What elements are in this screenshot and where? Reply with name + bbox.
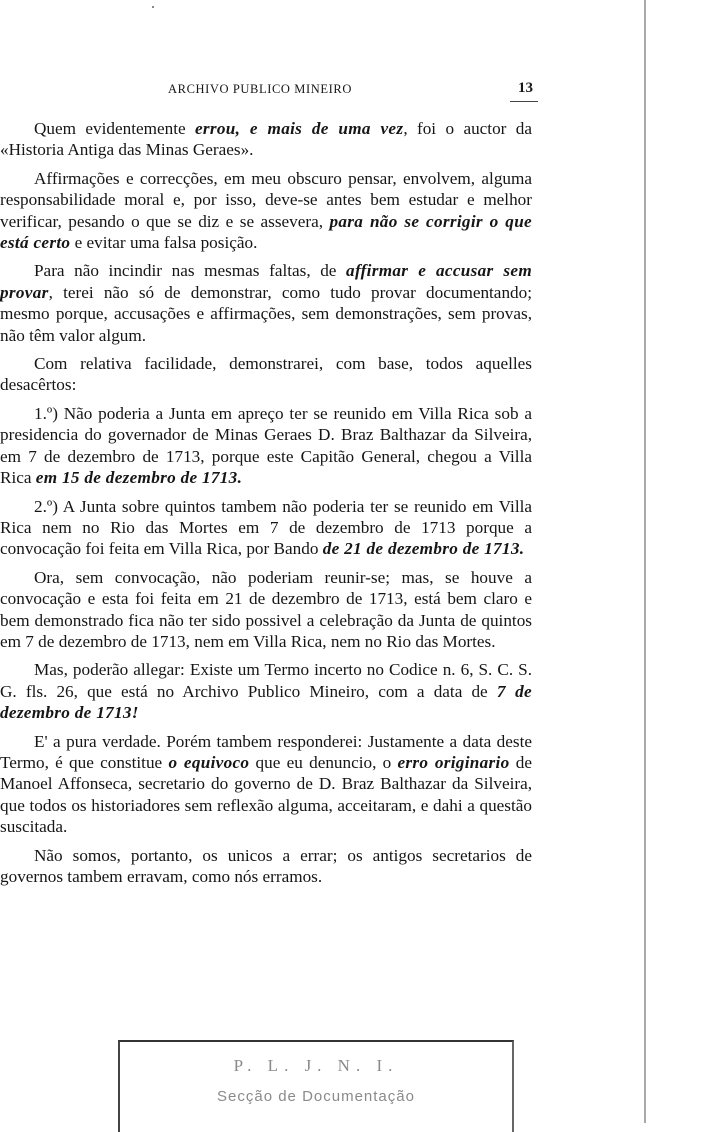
text-span: Para não incindir nas mesmas faltas, de	[34, 261, 347, 281]
emphasis-text: erro originario	[397, 752, 510, 772]
speck	[152, 6, 154, 8]
body-paragraph	[0, 403, 532, 489]
emphasis-text: o equivoco	[168, 752, 250, 772]
emphasis-text: para não se corrigir o que está certo	[0, 211, 532, 253]
page-header	[0, 80, 640, 102]
text-span: , terei não só de demonstrar, como tudo provar documentando; mesmo porque, accusações e affirmações, sem demonstrações, sem provas, não têm valor algum.	[0, 282, 532, 345]
body-paragraph	[0, 731, 532, 838]
body-paragraph	[0, 260, 532, 346]
text-span: 2.º) A Junta sobre quintos tambem não poderia ter se reunido em Villa Rica nem no Rio das Mortes em 7 de dezembro de 1713 porque a convocação foi feita em Villa Rica, por Bando	[0, 496, 532, 559]
body-paragraph	[0, 353, 532, 396]
text-span: que eu denuncio, o	[249, 752, 398, 772]
running-title: ARCHIVO PUBLICO MINEIRO	[168, 82, 352, 96]
body-paragraph	[0, 659, 532, 723]
page-number: 13	[518, 80, 533, 96]
text-span: Mas, poderão allegar: Existe um Termo incerto no Codice n. 6, S. C. S. G. fls. 26, que está no Archivo Publico Mineiro, com a data de	[0, 660, 532, 701]
body-paragraph	[0, 567, 532, 653]
text-span: Com relativa facilidade, demonstrarei, com base, todos aquelles desacêrtos:	[0, 354, 532, 395]
emphasis-text: 7 de dezembro de 1713!	[0, 681, 532, 723]
stamp-line-2: Secção de Documentação	[217, 1088, 415, 1105]
emphasis-text: affirmar e accusar sem provar	[0, 261, 532, 302]
text-span: Não somos, portanto, os unicos a errar; os antigos secretarios de governos tambem erravam, como nós erramos.	[0, 845, 532, 886]
body-text	[0, 118, 532, 894]
text-span: Ora, sem convocação, não poderiam reunir-se; mas, se houve a convocação e esta foi feita em 21 de dezembro de 1713, está bem claro e bem demonstrado fica não ter sido possivel a celebração da Junta de quintos em 7 de dezembro de 1713, nem em Villa Rica, nem no Rio das Mortes.	[0, 567, 532, 651]
text-span: Affirmações e correcções, em meu obscuro pensar, envolvem, alguma responsabilidade moral e, por isso, deve-se antes bem estudar e melhor verificar, pesando o que se diz e se assevera,	[0, 168, 532, 231]
page-edge-line	[644, 0, 646, 1123]
emphasis-text: em 15 de dezembro de 1713.	[35, 468, 243, 488]
emphasis-text: errou, e mais de uma vez	[194, 119, 404, 138]
body-paragraph	[0, 168, 532, 254]
header-rule	[510, 101, 538, 102]
body-paragraph	[0, 845, 532, 888]
body-paragraph	[0, 118, 532, 161]
emphasis-text: de 21 de dezembro de 1713.	[322, 539, 525, 559]
body-paragraph	[0, 496, 532, 560]
archive-stamp	[118, 1040, 514, 1132]
stamp-line-1: P. L. J. N. I.	[233, 1056, 399, 1075]
text-span: , foi o auctor da «Historia Antiga das Minas Geraes».	[0, 119, 532, 160]
text-span: Quem evidentemente	[34, 119, 195, 138]
text-span: e evitar uma falsa posição.	[70, 233, 258, 253]
text-span: 1.º) Não poderia a Junta em apreço ter se reunido em Villa Rica sob a presidencia do governador de Minas Geraes D. Braz Balthazar da Silveira, em 7 de dezembro de 1713, porque este Capitão General, chegou a Villa Rica	[0, 403, 532, 488]
text-span: E' a pura verdade. Porém tambem responderei: Justamente a data deste Termo, é que constitue	[0, 731, 532, 772]
text-span: de Manoel Affonseca, secretario do governo de D. Braz Balthazar da Silveira, que todos os historiadores sem reflexão alguma, acceitaram, e dahi a questão suscitada.	[0, 752, 532, 837]
